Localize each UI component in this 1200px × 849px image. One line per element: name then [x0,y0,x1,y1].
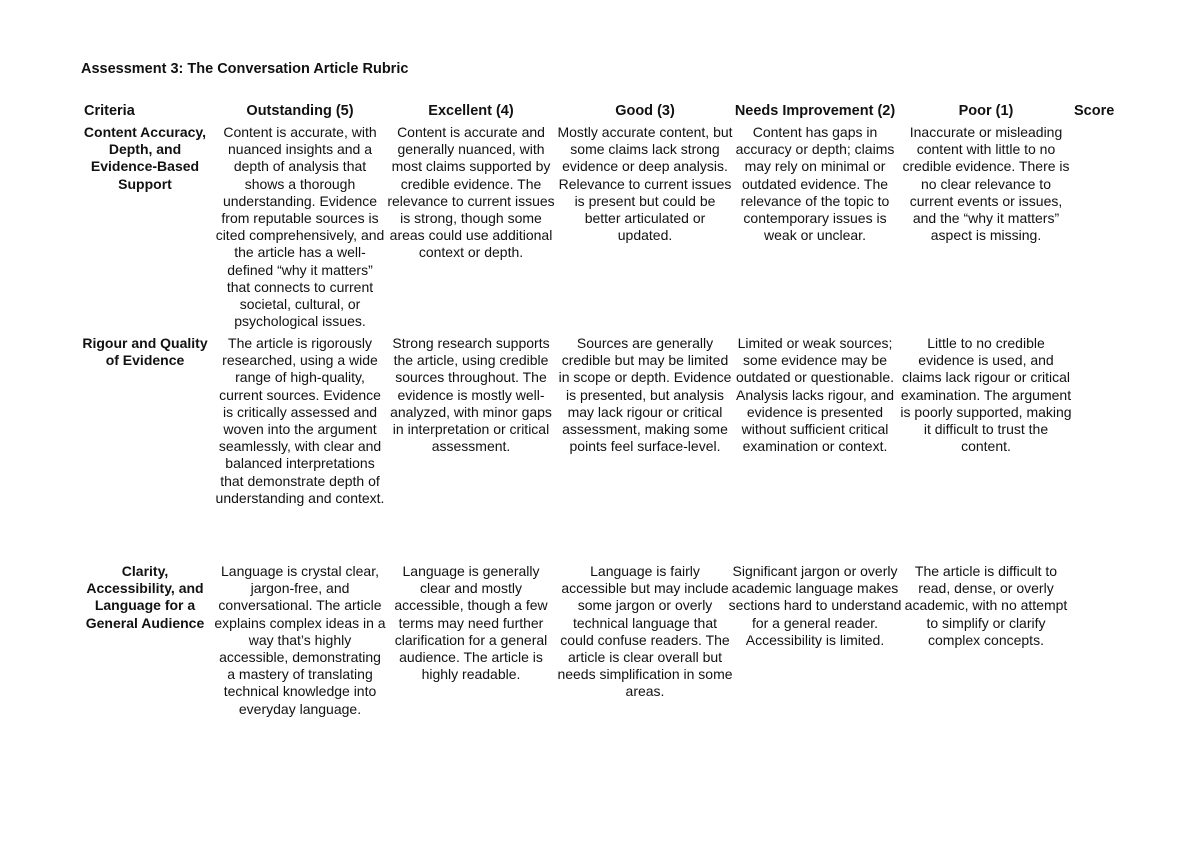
criteria-label: Rigour and Quality of Evidence [82,335,208,369]
header-good: Good (3) [615,103,675,119]
needs-improvement-descriptor: Limited or weak sources; some evidence may be outdated or questionable. Analysis lacks rigour, and evidence is presented without sufficient critical examination or context. [735,335,894,455]
needs-improvement-descriptor: Significant jargon or overly academic language makes sections hard to understand for a general reader. Accessibility is limited. [728,563,902,648]
header-needs-improvement: Needs Improvement (2) [734,103,896,119]
excellent-descriptor: Language is generally clear and mostly accessible, though a few terms may need further clarification for a general audience. The article is highly readable. [394,563,548,683]
header-excellent: Excellent (4) [428,103,514,119]
good-descriptor: Language is fairly accessible but may include some jargon or overly technical language that could confuse readers. The article is clear overall but needs simplification in some areas. [557,563,733,700]
page-title: Assessment 3: The Conversation Article Rubric [81,61,409,77]
outstanding-descriptor: The article is rigorously researched, using a wide range of high-quality, current sources. Evidence is critically assessed and woven into the argument seamlessly, with clear and balanced interpretations that demonstrate depth of understanding and context. [215,335,385,506]
excellent-descriptor: Content is accurate and generally nuanced, with most claims supported by credible evidence. The relevance to current issues is strong, though some areas could use additional context or depth. [387,124,555,261]
excellent-descriptor: Strong research supports the article, using credible sources throughout. The evidence is mostly well-analyzed, with minor gaps in interpretation or critical assessment. [390,335,552,455]
header-score: Score [1074,103,1115,119]
needs-improvement-descriptor: Content has gaps in accuracy or depth; claims may rely on minimal or outdated evidence. The relevance of the topic to contemporary issues is weak or unclear. [735,124,895,244]
header-criteria: Criteria [84,103,135,119]
poor-descriptor: Little to no credible evidence is used, and claims lack rigour or critical examination. The argument is poorly supported, making it difficult to trust the content. [900,335,1072,455]
outstanding-descriptor: Content is accurate, with nuanced insights and a depth of analysis that shows a thorough understanding. Evidence from reputable sources is cited comprehensively, and the article has a well-defined “why it matters” that connects to current societal, cultural, or psychological issues. [215,124,385,330]
poor-descriptor: Inaccurate or misleading content with little to no credible evidence. There is no clear relevance to current events or issues, and the “why it matters” aspect is missing. [902,124,1070,244]
header-outstanding: Outstanding (5) [246,103,354,119]
header-poor: Poor (1) [958,103,1014,119]
good-descriptor: Sources are generally credible but may be limited in scope or depth. Evidence is presented, but analysis may lack rigour or critical assessment, making some points feel surface-level. [558,335,732,455]
good-descriptor: Mostly accurate content, but some claims lack strong evidence or deep analysis. Relevance to current issues is present but could be better articulated or updated. [557,124,733,244]
poor-descriptor: The article is difficult to read, dense, or overly academic, with no attempt to simplify or clarify complex concepts. [904,563,1068,648]
outstanding-descriptor: Language is crystal clear, jargon-free, and conversational. The article explains complex ideas in a way that’s highly accessible, demonstrating a mastery of translating technical knowledge into everyday language. [214,563,386,717]
criteria-label: Clarity, Accessibility, and Language for a General Audience [85,563,205,631]
criteria-label: Content Accuracy, Depth, and Evidence-Based Support [83,124,207,192]
